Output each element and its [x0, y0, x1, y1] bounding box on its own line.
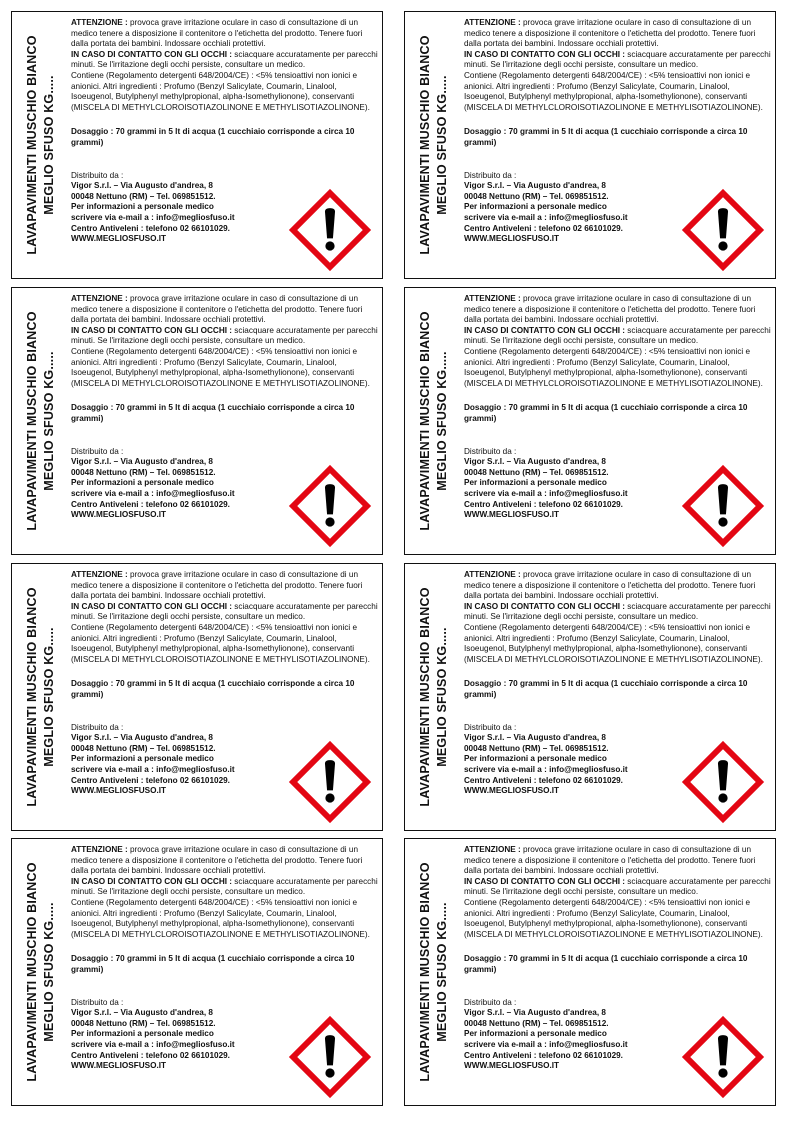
eye-contact-heading: IN CASO DI CONTATTO CON GLI OCCHI :: [71, 49, 233, 59]
product-name-line1: LAVAPAVIMENTI MUSCHIO BIANCO: [418, 35, 432, 255]
product-name-vertical: [409, 845, 459, 1099]
product-name-vertical: [16, 294, 66, 548]
distributed-by-label: Distribuito da :: [464, 446, 517, 456]
website-line: WWW.MEGLIOSFUSO.IT: [71, 1061, 167, 1071]
eye-contact-paragraph: [71, 877, 379, 898]
product-name-line2: MEGLIO SFUSO KG.....: [42, 627, 56, 767]
company-name: Vigor S.r.l. – Via Augusto d'andrea, 8: [464, 457, 606, 467]
distributed-by-label: Distribuito da :: [71, 446, 124, 456]
company-name: Vigor S.r.l. – Via Augusto d'andrea, 8: [71, 181, 213, 191]
product-name-line1: LAVAPAVIMENTI MUSCHIO BIANCO: [418, 311, 432, 531]
poison-center-line: Centro Antiveleni : telefono 02 66101029.: [464, 499, 623, 509]
dosage-text: Dosaggio : 70 grammi in 5 lt di acqua (1 cucchiaio corrisponde a circa 10 grammi): [71, 127, 355, 147]
email-line: scrivere via e-mail a : info@megliosfuso.it: [71, 212, 235, 222]
composition-text: Contiene (Regolamento detergenti 648/2004/CE) : <5% tensioattivi non ionici e anionici. Altri ingredienti : Profumo (Benzyl Salicylate, Coumarin, Linalool, Isoeugenol, Butylphenyl methylpropional, alpha-Isomethylionone), conservanti (MISCELA DI METHYLCLOROISOTIAZOLINONE E METHYLISOTIAZOLINONE).: [71, 897, 370, 939]
warning-heading: ATTENZIONE :: [464, 18, 521, 27]
ghs-exclamation-mark-icon: [288, 464, 372, 548]
product-name: [24, 847, 58, 1097]
distributed-by-label: Distribuito da :: [464, 997, 517, 1007]
warning-text: provoca grave irritazione oculare in caso di consultazione di un medico tenere a disposizione il contenitore o l'etichetta del prodotto. Tenere fuori dalla portata dei bambini. Indossare occhiali protettivi.: [464, 845, 756, 876]
email-line: scrivere via e-mail a : info@megliosfuso.it: [71, 488, 235, 498]
warning-paragraph: [464, 570, 772, 602]
website-line: WWW.MEGLIOSFUSO.IT: [464, 786, 560, 796]
poison-center-line: Centro Antiveleni : telefono 02 66101029.: [464, 1050, 623, 1060]
medical-info-line: Per informazioni a personale medico: [464, 754, 607, 764]
ghs-exclamation-mark-icon: [681, 740, 765, 824]
company-name: Vigor S.r.l. – Via Augusto d'andrea, 8: [71, 733, 213, 743]
eye-contact-heading: IN CASO DI CONTATTO CON GLI OCCHI :: [464, 325, 626, 335]
company-address: 00048 Nettuno (RM) – Tel. 069851512.: [71, 1018, 216, 1028]
dosage-text: Dosaggio : 70 grammi in 5 lt di acqua (1 cucchiaio corrisponde a circa 10 grammi): [464, 127, 748, 147]
product-name-line2: MEGLIO SFUSO KG.....: [42, 75, 56, 215]
warning-text: provoca grave irritazione oculare in caso di consultazione di un medico tenere a disposizione il contenitore o l'etichetta del prodotto. Tenere fuori dalla portata dei bambini. Indossare occhiali protettivi.: [464, 570, 756, 601]
product-name-line1: LAVAPAVIMENTI MUSCHIO BIANCO: [418, 862, 432, 1082]
website-line: WWW.MEGLIOSFUSO.IT: [71, 786, 167, 796]
eye-contact-text: sciacquare accuratamente per parecchi minuti. Se l'irritazione degli occhi persiste, consultare un medico.: [71, 601, 378, 622]
composition-text: Contiene (Regolamento detergenti 648/2004/CE) : <5% tensioattivi non ionici e anionici. Altri ingredienti : Profumo (Benzyl Salicylate, Coumarin, Linalool, Isoeugenol, Butylphenyl methylpropional, alpha-Isomethylionone), conservanti (MISCELA DI METHYLCLOROISOTIAZOLINONE E METHYLISOTIAZOLINONE).: [464, 897, 763, 939]
warning-heading: ATTENZIONE :: [71, 18, 128, 27]
product-name-line2: MEGLIO SFUSO KG.....: [42, 351, 56, 491]
dosage-text: Dosaggio : 70 grammi in 5 lt di acqua (1 cucchiaio corrisponde a circa 10 grammi): [464, 954, 748, 974]
dosage-text: Dosaggio : 70 grammi in 5 lt di acqua (1 cucchiaio corrisponde a circa 10 grammi): [71, 679, 355, 699]
warning-heading: ATTENZIONE :: [71, 570, 128, 579]
product-name-vertical: [409, 294, 459, 548]
warning-heading: ATTENZIONE :: [464, 845, 521, 854]
product-label: [11, 838, 383, 1106]
email-line: scrivere via e-mail a : info@megliosfuso.it: [464, 764, 628, 774]
product-name: [417, 296, 451, 546]
product-name: [24, 572, 58, 822]
ghs-exclamation-mark-icon: [288, 740, 372, 824]
product-name-line1: LAVAPAVIMENTI MUSCHIO BIANCO: [25, 35, 39, 255]
product-label: [404, 11, 776, 279]
eye-contact-paragraph: [71, 326, 379, 347]
eye-contact-heading: IN CASO DI CONTATTO CON GLI OCCHI :: [464, 601, 626, 611]
eye-contact-text: sciacquare accuratamente per parecchi minuti. Se l'irritazione degli occhi persiste, consultare un medico.: [464, 601, 771, 622]
dosage-text: Dosaggio : 70 grammi in 5 lt di acqua (1 cucchiaio corrisponde a circa 10 grammi): [464, 403, 748, 423]
warning-text: provoca grave irritazione oculare in caso di consultazione di un medico tenere a disposizione il contenitore o l'etichetta del prodotto. Tenere fuori dalla portata dei bambini. Indossare occhiali protettivi.: [464, 18, 756, 49]
company-name: Vigor S.r.l. – Via Augusto d'andrea, 8: [464, 733, 606, 743]
eye-contact-paragraph: [464, 50, 772, 71]
company-address: 00048 Nettuno (RM) – Tel. 069851512.: [71, 743, 216, 753]
company-name: Vigor S.r.l. – Via Augusto d'andrea, 8: [71, 1008, 213, 1018]
website-line: WWW.MEGLIOSFUSO.IT: [464, 234, 560, 244]
email-line: scrivere via e-mail a : info@megliosfuso.it: [71, 1039, 235, 1049]
composition-text: Contiene (Regolamento detergenti 648/2004/CE) : <5% tensioattivi non ionici e anionici. Altri ingredienti : Profumo (Benzyl Salicylate, Coumarin, Linalool, Isoeugenol, Butylphenyl methylpropional, alpha-Isomethylionone), conservanti (MISCELA DI METHYLCLOROISOTIAZOLINONE E METHYLISOTIAZOLINONE).: [71, 70, 370, 112]
eye-contact-text: sciacquare accuratamente per parecchi minuti. Se l'irritazione degli occhi persiste, consultare un medico.: [464, 876, 771, 897]
dosage-text: Dosaggio : 70 grammi in 5 lt di acqua (1 cucchiaio corrisponde a circa 10 grammi): [71, 403, 355, 423]
warning-text: provoca grave irritazione oculare in caso di consultazione di un medico tenere a disposizione il contenitore o l'etichetta del prodotto. Tenere fuori dalla portata dei bambini. Indossare occhiali protettivi.: [71, 18, 363, 49]
product-label: [404, 287, 776, 555]
eye-contact-heading: IN CASO DI CONTATTO CON GLI OCCHI :: [71, 601, 233, 611]
product-name-line1: LAVAPAVIMENTI MUSCHIO BIANCO: [418, 587, 432, 807]
website-line: WWW.MEGLIOSFUSO.IT: [71, 510, 167, 520]
ghs-exclamation-mark-icon: [288, 188, 372, 272]
product-name-line2: MEGLIO SFUSO KG.....: [42, 902, 56, 1042]
company-name: Vigor S.r.l. – Via Augusto d'andrea, 8: [71, 457, 213, 467]
product-name: [417, 572, 451, 822]
medical-info-line: Per informazioni a personale medico: [464, 478, 607, 488]
company-address: 00048 Nettuno (RM) – Tel. 069851512.: [71, 191, 216, 201]
eye-contact-text: sciacquare accuratamente per parecchi minuti. Se l'irritazione degli occhi persiste, consultare un medico.: [71, 876, 378, 897]
product-label: [404, 838, 776, 1106]
ghs-exclamation-mark-icon: [681, 464, 765, 548]
composition-text: Contiene (Regolamento detergenti 648/2004/CE) : <5% tensioattivi non ionici e anionici. Altri ingredienti : Profumo (Benzyl Salicylate, Coumarin, Linalool, Isoeugenol, Butylphenyl methylpropional, alpha-Isomethylionone), conservanti (MISCELA DI METHYLCLOROISOTIAZOLINONE E METHYLISOTIAZOLINONE).: [464, 346, 763, 388]
eye-contact-text: sciacquare accuratamente per parecchi minuti. Se l'irritazione degli occhi persiste, consultare un medico.: [464, 49, 771, 70]
product-name-vertical: [16, 570, 66, 824]
warning-paragraph: [71, 294, 379, 326]
product-name-vertical: [16, 18, 66, 272]
poison-center-line: Centro Antiveleni : telefono 02 66101029.: [464, 223, 623, 233]
composition-text: Contiene (Regolamento detergenti 648/2004/CE) : <5% tensioattivi non ionici e anionici. Altri ingredienti : Profumo (Benzyl Salicylate, Coumarin, Linalool, Isoeugenol, Butylphenyl methylpropional, alpha-Isomethylionone), conservanti (MISCELA DI METHYLCLOROISOTIAZOLINONE E METHYLISOTIAZOLINONE).: [71, 346, 370, 388]
product-name-line2: MEGLIO SFUSO KG.....: [435, 75, 449, 215]
company-address: 00048 Nettuno (RM) – Tel. 069851512.: [464, 191, 609, 201]
eye-contact-paragraph: [71, 50, 379, 71]
product-label: [11, 287, 383, 555]
poison-center-line: Centro Antiveleni : telefono 02 66101029.: [71, 499, 230, 509]
eye-contact-text: sciacquare accuratamente per parecchi minuti. Se l'irritazione degli occhi persiste, consultare un medico.: [71, 49, 378, 70]
product-label: [11, 11, 383, 279]
product-name-line1: LAVAPAVIMENTI MUSCHIO BIANCO: [25, 862, 39, 1082]
product-label: [404, 563, 776, 831]
medical-info-line: Per informazioni a personale medico: [464, 1029, 607, 1039]
distributed-by-label: Distribuito da :: [71, 997, 124, 1007]
warning-paragraph: [71, 570, 379, 602]
eye-contact-heading: IN CASO DI CONTATTO CON GLI OCCHI :: [464, 876, 626, 886]
medical-info-line: Per informazioni a personale medico: [71, 202, 214, 212]
product-name-line1: LAVAPAVIMENTI MUSCHIO BIANCO: [25, 311, 39, 531]
company-name: Vigor S.r.l. – Via Augusto d'andrea, 8: [464, 181, 606, 191]
website-line: WWW.MEGLIOSFUSO.IT: [464, 1061, 560, 1071]
eye-contact-paragraph: [464, 602, 772, 623]
eye-contact-text: sciacquare accuratamente per parecchi minuti. Se l'irritazione degli occhi persiste, consultare un medico.: [464, 325, 771, 346]
product-name: [24, 20, 58, 270]
company-address: 00048 Nettuno (RM) – Tel. 069851512.: [464, 743, 609, 753]
ghs-exclamation-mark-icon: [681, 188, 765, 272]
warning-heading: ATTENZIONE :: [71, 845, 128, 854]
medical-info-line: Per informazioni a personale medico: [71, 478, 214, 488]
distributed-by-label: Distribuito da :: [71, 170, 124, 180]
warning-heading: ATTENZIONE :: [71, 294, 128, 303]
distributed-by-label: Distribuito da :: [464, 170, 517, 180]
medical-info-line: Per informazioni a personale medico: [464, 202, 607, 212]
product-name-vertical: [409, 18, 459, 272]
warning-text: provoca grave irritazione oculare in caso di consultazione di un medico tenere a disposizione il contenitore o l'etichetta del prodotto. Tenere fuori dalla portata dei bambini. Indossare occhiali protettivi.: [464, 294, 756, 325]
warning-text: provoca grave irritazione oculare in caso di consultazione di un medico tenere a disposizione il contenitore o l'etichetta del prodotto. Tenere fuori dalla portata dei bambini. Indossare occhiali protettivi.: [71, 294, 363, 325]
company-name: Vigor S.r.l. – Via Augusto d'andrea, 8: [464, 1008, 606, 1018]
email-line: scrivere via e-mail a : info@megliosfuso.it: [71, 764, 235, 774]
distributed-by-label: Distribuito da :: [71, 722, 124, 732]
warning-text: provoca grave irritazione oculare in caso di consultazione di un medico tenere a disposizione il contenitore o l'etichetta del prodotto. Tenere fuori dalla portata dei bambini. Indossare occhiali protettivi.: [71, 570, 363, 601]
email-line: scrivere via e-mail a : info@megliosfuso.it: [464, 488, 628, 498]
company-address: 00048 Nettuno (RM) – Tel. 069851512.: [464, 1018, 609, 1028]
poison-center-line: Centro Antiveleni : telefono 02 66101029.: [71, 775, 230, 785]
product-label: [11, 563, 383, 831]
poison-center-line: Centro Antiveleni : telefono 02 66101029.: [464, 775, 623, 785]
company-address: 00048 Nettuno (RM) – Tel. 069851512.: [464, 467, 609, 477]
product-name-vertical: [16, 845, 66, 1099]
product-name-line1: LAVAPAVIMENTI MUSCHIO BIANCO: [25, 587, 39, 807]
product-name-line2: MEGLIO SFUSO KG.....: [435, 351, 449, 491]
product-name: [24, 296, 58, 546]
ghs-exclamation-mark-icon: [288, 1015, 372, 1099]
product-name-vertical: [409, 570, 459, 824]
eye-contact-paragraph: [464, 877, 772, 898]
warning-text: provoca grave irritazione oculare in caso di consultazione di un medico tenere a disposizione il contenitore o l'etichetta del prodotto. Tenere fuori dalla portata dei bambini. Indossare occhiali protettivi.: [71, 845, 363, 876]
eye-contact-heading: IN CASO DI CONTATTO CON GLI OCCHI :: [464, 49, 626, 59]
company-address: 00048 Nettuno (RM) – Tel. 069851512.: [71, 467, 216, 477]
composition-text: Contiene (Regolamento detergenti 648/2004/CE) : <5% tensioattivi non ionici e anionici. Altri ingredienti : Profumo (Benzyl Salicylate, Coumarin, Linalool, Isoeugenol, Butylphenyl methylpropional, alpha-Isomethylionone), conservanti (MISCELA DI METHYLCLOROISOTIAZOLINONE E METHYLISOTIAZOLINONE).: [464, 70, 763, 112]
product-name-line2: MEGLIO SFUSO KG.....: [435, 627, 449, 767]
composition-text: Contiene (Regolamento detergenti 648/2004/CE) : <5% tensioattivi non ionici e anionici. Altri ingredienti : Profumo (Benzyl Salicylate, Coumarin, Linalool, Isoeugenol, Butylphenyl methylpropional, alpha-Isomethylionone), conservanti (MISCELA DI METHYLCLOROISOTIAZOLINONE E METHYLISOTIAZOLINONE).: [71, 622, 370, 664]
poison-center-line: Centro Antiveleni : telefono 02 66101029.: [71, 223, 230, 233]
warning-paragraph: [464, 845, 772, 877]
composition-text: Contiene (Regolamento detergenti 648/2004/CE) : <5% tensioattivi non ionici e anionici. Altri ingredienti : Profumo (Benzyl Salicylate, Coumarin, Linalool, Isoeugenol, Butylphenyl methylpropional, alpha-Isomethylionone), conservanti (MISCELA DI METHYLCLOROISOTIAZOLINONE E METHYLISOTIAZOLINONE).: [464, 622, 763, 664]
warning-paragraph: [71, 845, 379, 877]
warning-paragraph: [464, 294, 772, 326]
medical-info-line: Per informazioni a personale medico: [71, 754, 214, 764]
poison-center-line: Centro Antiveleni : telefono 02 66101029.: [71, 1050, 230, 1060]
warning-paragraph: [71, 18, 379, 50]
distributed-by-label: Distribuito da :: [464, 722, 517, 732]
product-name: [417, 847, 451, 1097]
warning-paragraph: [464, 18, 772, 50]
eye-contact-text: sciacquare accuratamente per parecchi minuti. Se l'irritazione degli occhi persiste, consultare un medico.: [71, 325, 378, 346]
eye-contact-heading: IN CASO DI CONTATTO CON GLI OCCHI :: [71, 876, 233, 886]
warning-heading: ATTENZIONE :: [464, 570, 521, 579]
website-line: WWW.MEGLIOSFUSO.IT: [464, 510, 560, 520]
medical-info-line: Per informazioni a personale medico: [71, 1029, 214, 1039]
dosage-text: Dosaggio : 70 grammi in 5 lt di acqua (1 cucchiaio corrisponde a circa 10 grammi): [71, 954, 355, 974]
eye-contact-paragraph: [71, 602, 379, 623]
eye-contact-paragraph: [464, 326, 772, 347]
email-line: scrivere via e-mail a : info@megliosfuso.it: [464, 212, 628, 222]
product-name-line2: MEGLIO SFUSO KG.....: [435, 902, 449, 1042]
warning-heading: ATTENZIONE :: [464, 294, 521, 303]
ghs-exclamation-mark-icon: [681, 1015, 765, 1099]
product-name: [417, 20, 451, 270]
email-line: scrivere via e-mail a : info@megliosfuso.it: [464, 1039, 628, 1049]
eye-contact-heading: IN CASO DI CONTATTO CON GLI OCCHI :: [71, 325, 233, 335]
website-line: WWW.MEGLIOSFUSO.IT: [71, 234, 167, 244]
dosage-text: Dosaggio : 70 grammi in 5 lt di acqua (1 cucchiaio corrisponde a circa 10 grammi): [464, 679, 748, 699]
